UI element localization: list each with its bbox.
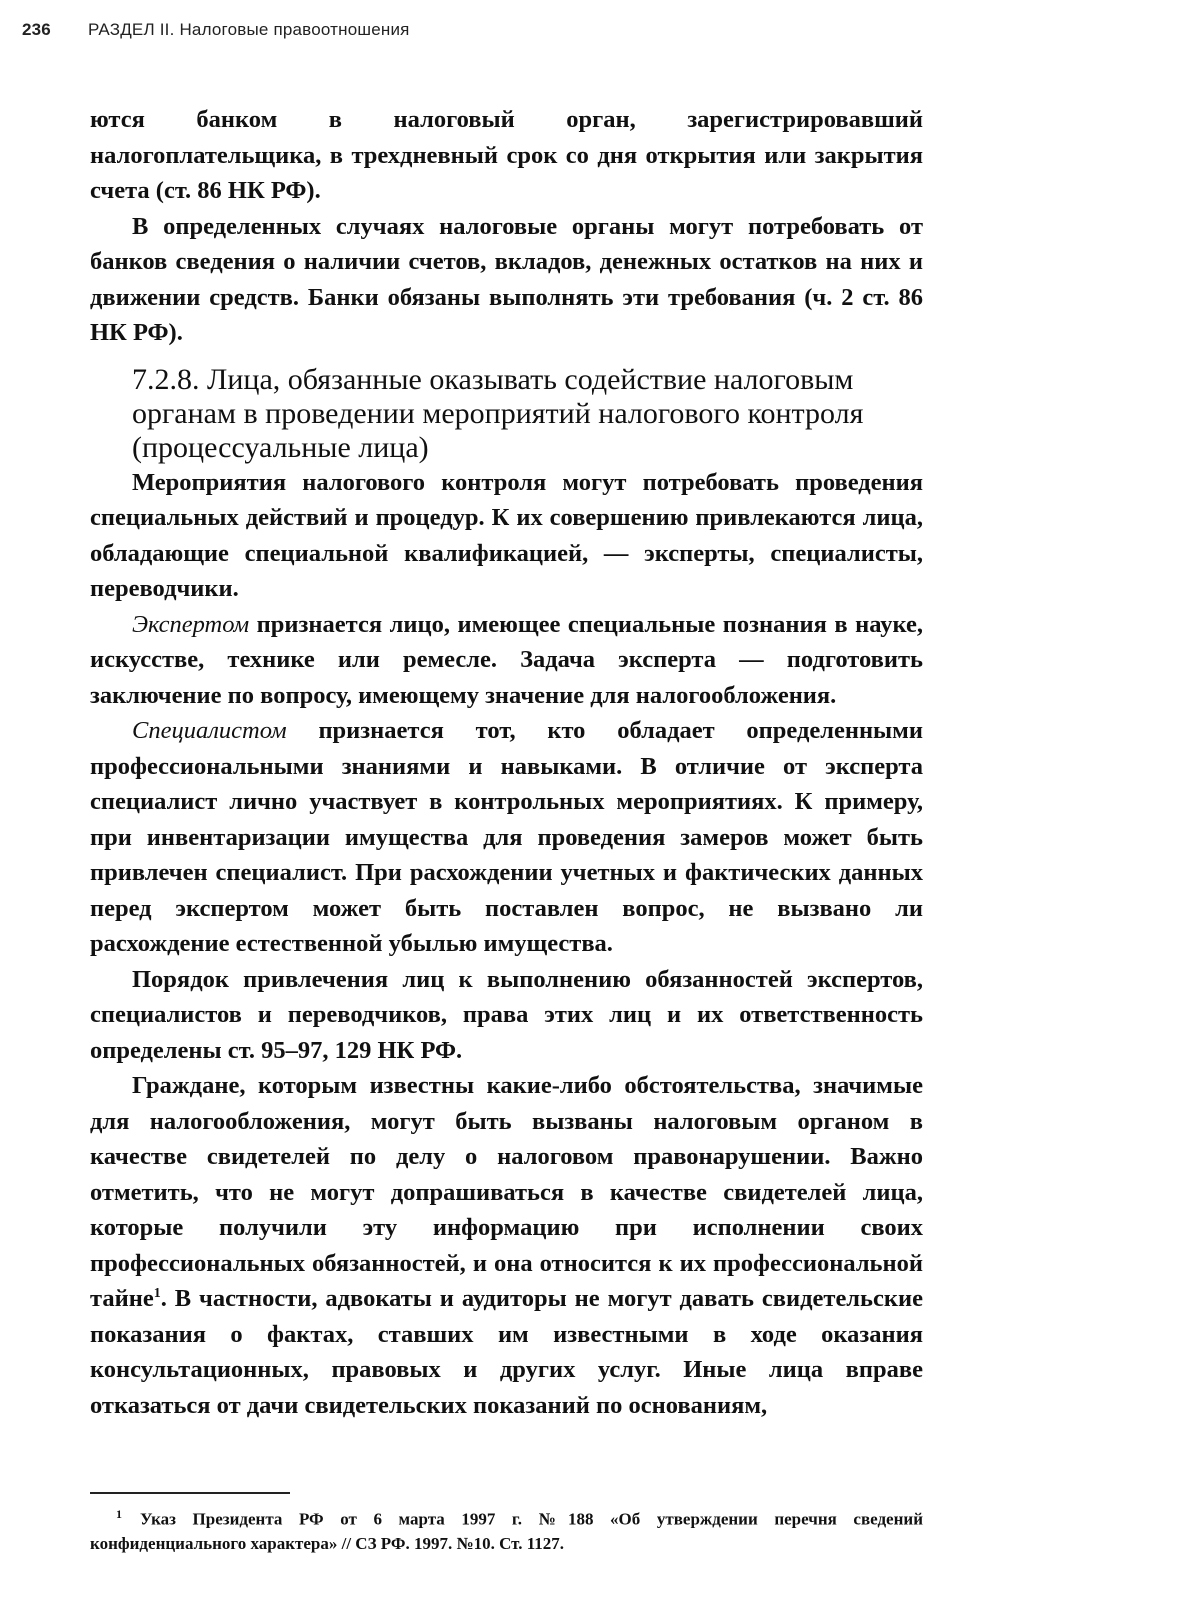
section-heading: 7.2.8. Лица, обязанные оказывать содействие налоговым органам в проведении мероприятий налогового контроля (процессуальные лица) xyxy=(132,362,864,464)
footnote xyxy=(90,1502,923,1556)
page-number: 236 xyxy=(22,20,51,39)
footnote-divider xyxy=(90,1492,290,1494)
paragraph-expert-text: признается лицо, имеющее специальные познания в науке, искусстве, технике или ремесле. Задача эксперта — подготовить заключение по вопросу, имеющему значение для налогообложения. xyxy=(90,610,923,709)
footnote-text: Указ Президента РФ от 6 марта 1997 г. №188 «Об утверждении перечня сведений конфиденциального характера» // СЗ РФ. 1997. №10. Ст. 1127. xyxy=(90,1509,923,1553)
body-text xyxy=(90,102,923,1423)
running-head xyxy=(22,20,410,46)
paragraph-witnesses-text-b: . В частности, адвокаты и аудиторы не могут давать свидетельские показания о фактах, ставших им известными в ходе оказания консультационных, правовых и других услуг. Иные лица вправе отказаться от дачи свидетельских показаний по основаниям, xyxy=(90,1285,923,1419)
paragraph-witnesses-text-a: Граждане, которым известны какие-либо обстоятельства, значимые для налогообложения, могут быть вызваны налоговым органом в качестве свидетелей по делу о налоговом правонарушении. Важно отметить, что не могут допрашиваться в качестве свидетелей лица, которые получили эту информацию при исполнении своих профессиональных обязанностей, и она относится к их профессиональной тайне xyxy=(90,1072,923,1312)
footnote-ref: 1 xyxy=(153,1285,161,1301)
paragraph-procedural-persons: Мероприятия налогового контроля могут потребовать проведения специальных действий и процедур. К их совершению привлекаются лица, обладающие специальной квалификацией, — эксперты, специалисты, переводчики. xyxy=(90,468,923,602)
paragraph-specialist xyxy=(90,713,923,962)
paragraph-order: Порядок привлечения лиц к выполнению обязанностей экспертов, специалистов и переводчиков, права этих лиц и их ответственность определены ст. 95–97, 129 НК РФ. xyxy=(90,965,923,1064)
term-specialist: Специалистом xyxy=(132,717,287,744)
paragraph-specialist-text: признается тот, кто обладает определенными профессиональными знаниями и навыками. В отличие от эксперта специалист лично участвует в контрольных мероприятиях. К примеру, при инвентаризации имущества для проведения замеров может быть привлечен специалист. При расхождении учетных и фактических данных перед экспертом может быть поставлен вопрос, не вызвано ли расхождение естественной убылью имущества. xyxy=(90,717,923,957)
footnote-mark: 1 xyxy=(116,1507,122,1521)
paragraph-continuation: ются банком в налоговый орган, зарегистрировавший налогоплательщика, в трехдневный срок со дня открытия или закрытия счета (ст. 86 НК РФ). xyxy=(90,106,923,204)
term-expert: Экспертом xyxy=(132,610,250,638)
paragraph-banks-info: В определенных случаях налоговые органы могут потребовать от банков сведения о наличии счетов, вкладов, денежных остатков на них и движении средств. Банки обязаны выполнять эти требования (ч. 2 ст. 86 НК РФ). xyxy=(90,212,923,346)
paragraph-expert xyxy=(90,607,923,714)
running-head-title: РАЗДЕЛ II. Налоговые правоотношения xyxy=(88,20,410,39)
paragraph-witnesses xyxy=(90,1068,923,1423)
